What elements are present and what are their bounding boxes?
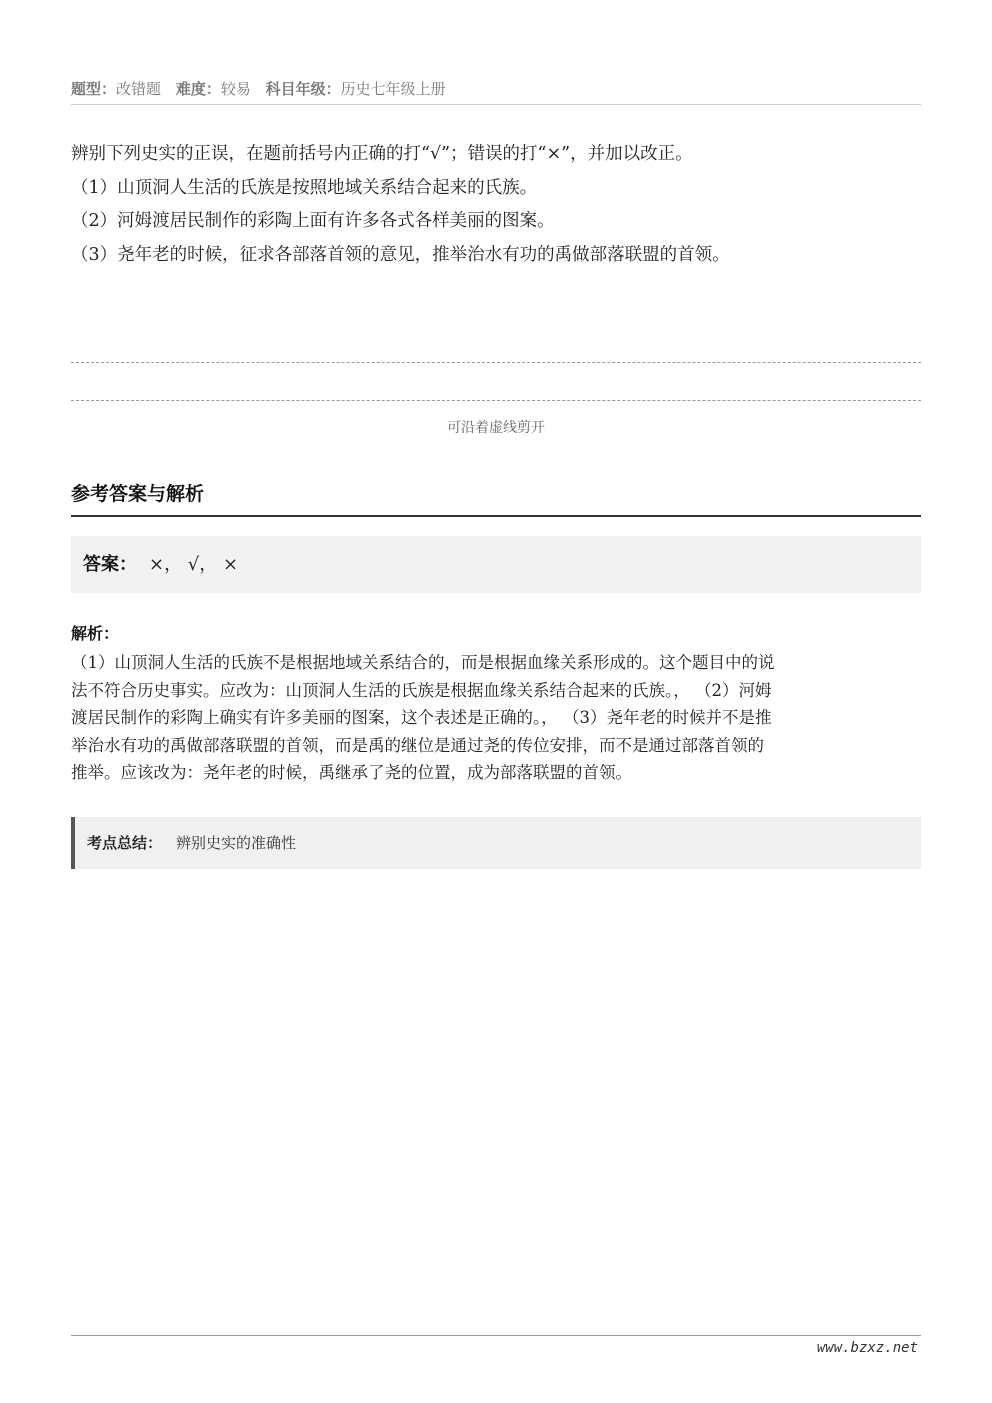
difficulty-label: 难度： <box>175 80 221 98</box>
key-point-summary <box>71 817 921 869</box>
analysis-line: 推举。应该改为：尧年老的时候，禹继承了尧的位置，成为部落联盟的首领。 <box>71 763 632 782</box>
footer-divider <box>71 1335 921 1336</box>
question-stem: 辨别下列史实的正误，在题前括号内正确的打“√”；错误的打“×”，并加以改正。 <box>71 144 693 164</box>
type-label: 题型： <box>71 80 117 98</box>
answer-label: 答案： <box>83 554 137 575</box>
difficulty-value: 较易 <box>220 80 251 98</box>
footer-site-url: www.bzxz.net <box>816 1340 918 1356</box>
analysis-text <box>71 649 923 787</box>
analysis-line: 举治水有功的禹做部落联盟的首领，而是禹的继位是通过尧的传位安排，而不是通过部落首领的 <box>71 735 764 755</box>
analysis-label: 解析： <box>71 624 120 643</box>
question-meta-bar <box>71 76 921 105</box>
answer-value: ×， √， × <box>149 554 239 575</box>
question-item-3: （3）尧年老的时候，征求各部落首领的意见，推举治水有功的禹做部落联盟的首领。 <box>71 244 730 265</box>
question-item-2: （2）河姆渡居民制作的彩陶上面有许多各式各样美丽的图案。 <box>71 211 555 231</box>
question-item-1: （1）山顶洞人生活的氏族是按照地域关系结合起来的氏族。 <box>71 177 538 198</box>
question-body <box>71 138 931 272</box>
type-value: 改错题 <box>116 80 162 98</box>
cut-hint: 可沿着虚线剪开 <box>447 420 545 436</box>
dashed-cut-line <box>71 400 921 401</box>
analysis-line: 法不符合历史事实。应改为：山顶洞人生活的氏族是根据血缘关系结合起来的氏族。， （2）河姆 <box>71 680 772 700</box>
analysis-line: 渡居民制作的彩陶上确实有许多美丽的图案，这个表述是正确的。， （3）尧年老的时候并不是推 <box>71 708 772 727</box>
dashed-divider-1 <box>71 362 921 363</box>
analysis-line: （1）山顶洞人生活的氏族不是根据地域关系结合的，而是根据血缘关系形成的。这个题目中的说 <box>71 653 775 672</box>
subject-value: 历史七年级上册 <box>340 80 446 98</box>
summary-value: 辨别史实的准确性 <box>176 834 297 852</box>
answer-section-title: 参考答案与解析 <box>71 478 921 517</box>
subject-label: 科目年级： <box>265 80 341 98</box>
answer-box <box>71 536 921 593</box>
summary-label: 考点总结： <box>87 834 163 852</box>
